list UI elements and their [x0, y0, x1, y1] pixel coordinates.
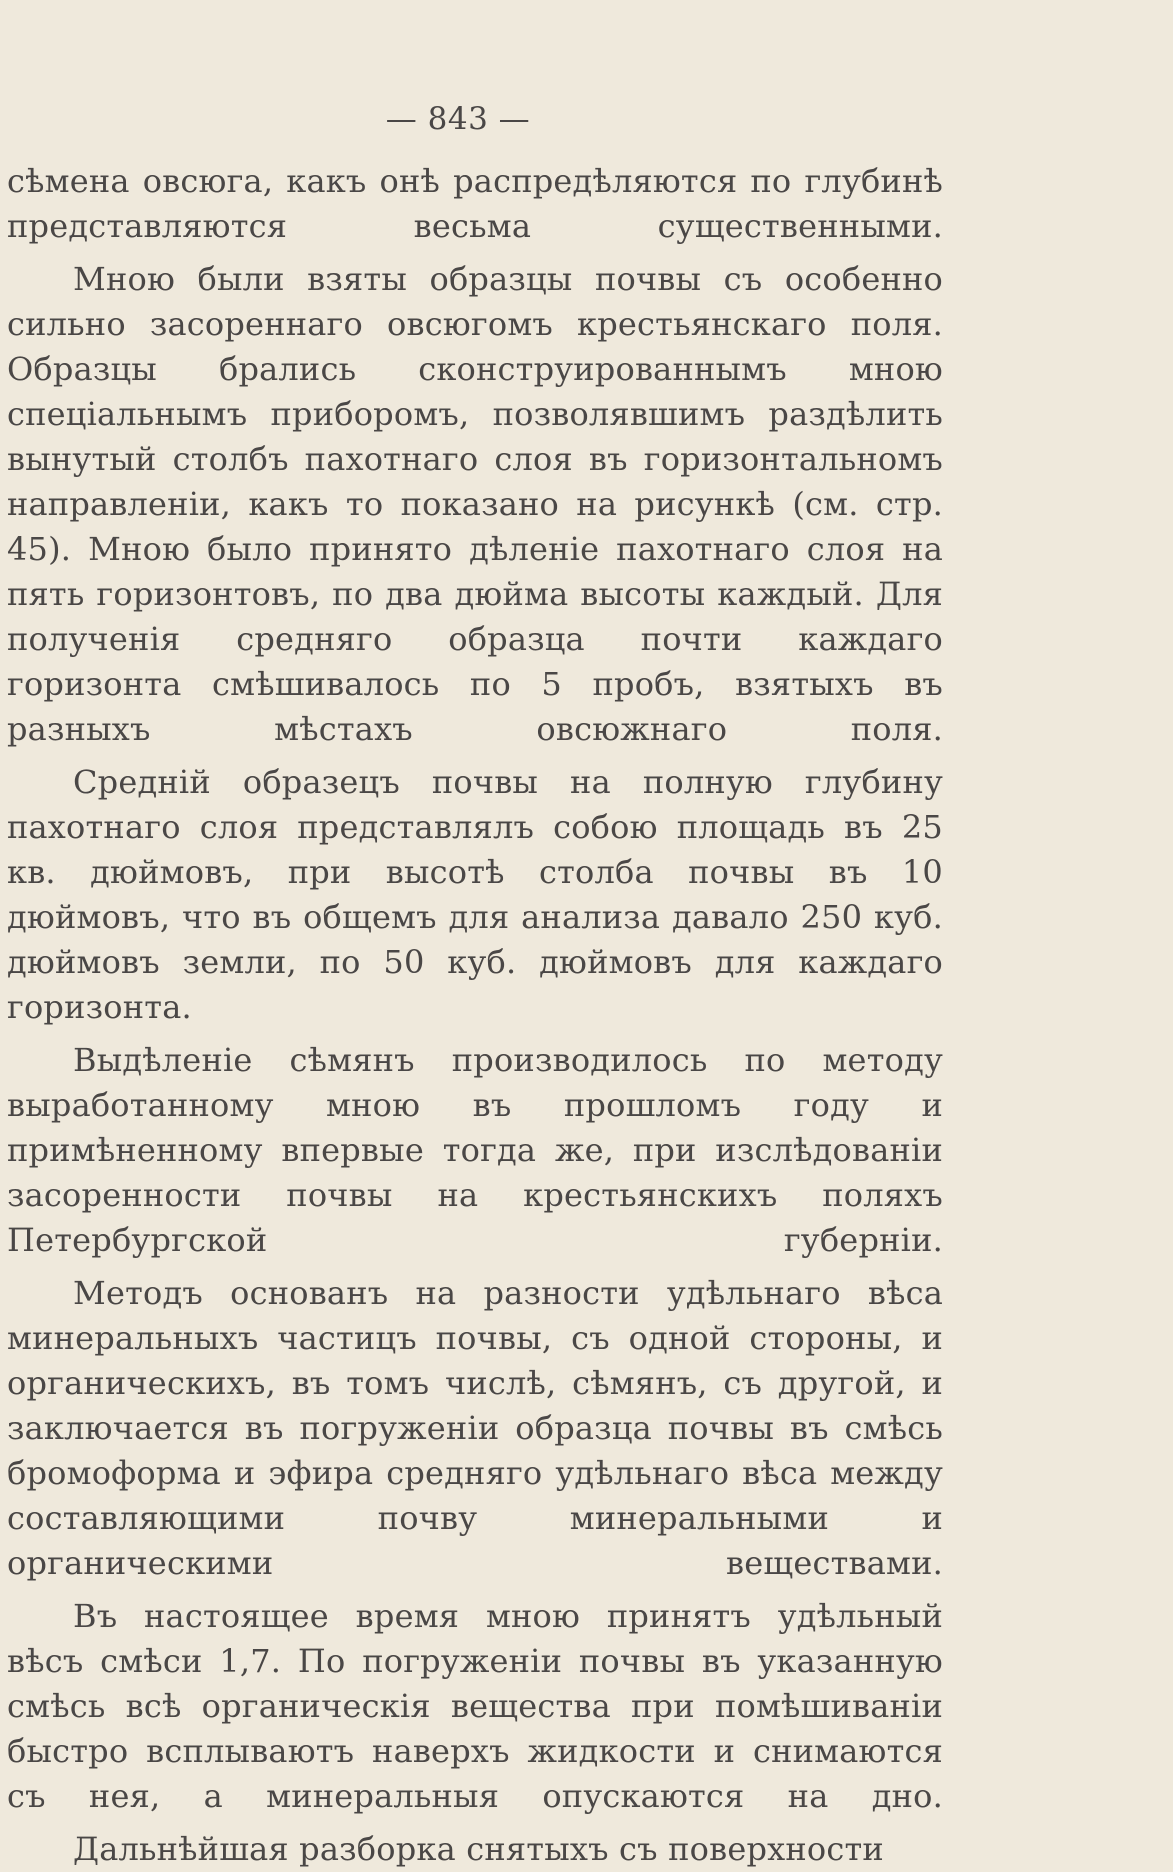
paragraph-1: сѣмена овсюга, какъ онѣ распредѣляются по глубинѣ представляются весьма существенными. [7, 162, 943, 245]
paragraph-7: Дальнѣйшая разборка снятыхъ съ поверхности [73, 1830, 884, 1868]
page-number: — 843 — [385, 101, 531, 137]
paragraph-4: Выдѣленіе сѣмянъ производилось по методу выработанному мною въ прошломъ году и примѣненному впервые тогда же, при изслѣдованіи засоренности почвы на крестьянскихъ поляхъ Петербургской губерніи. [7, 1041, 943, 1259]
paragraph-6: Въ настоящее время мною принятъ удѣльный вѣсъ смѣси 1,7. По погруженіи почвы въ указанную смѣсь всѣ органическія вещества при помѣшиваніи быстро всплываютъ наверхъ жидкости и снимаются съ нея, а минеральныя опускаются на дно. [7, 1597, 943, 1815]
paragraph-3: Среднiй образецъ почвы на полную глубину пахотнаго слоя представлялъ собою площадь въ 25 кв. дюймовъ, при высотѣ столба почвы въ 10 дюймовъ, что въ общемъ для анализа давало 250 куб. дюймовъ земли, по 50 куб. дюймовъ для каждаго горизонта. [7, 763, 943, 1026]
paragraph-5: Методъ основанъ на разности удѣльнаго вѣса минеральныхъ частицъ почвы, съ одной стороны, и органическихъ, въ томъ числѣ, сѣмянъ, съ другой, и заключается въ погруженіи образца почвы въ смѣсь бромоформа и эфира средняго удѣльнаго вѣса между составляющими почву минеральными и органическими веществами. [7, 1274, 943, 1582]
paragraph-2: Мною были взяты образцы почвы съ особенно сильно засореннаго овсюгомъ крестьянскаго поля. Образцы брались сконструированнымъ мною спеціальнымъ приборомъ, позволявшимъ раздѣлить вынутый столбъ пахотнаго слоя въ горизонтальномъ направленіи, какъ то показано на рисункѣ (см. стр. 45). Мною было принято дѣленіе пахотнаго слоя на пять горизонтовъ, по два дюйма высоты каждый. Для полученія средняго образца почти каждаго горизонта смѣшивалось по 5 пробъ, взятыхъ въ разныхъ мѣстахъ овсюжнаго поля. [7, 260, 943, 748]
